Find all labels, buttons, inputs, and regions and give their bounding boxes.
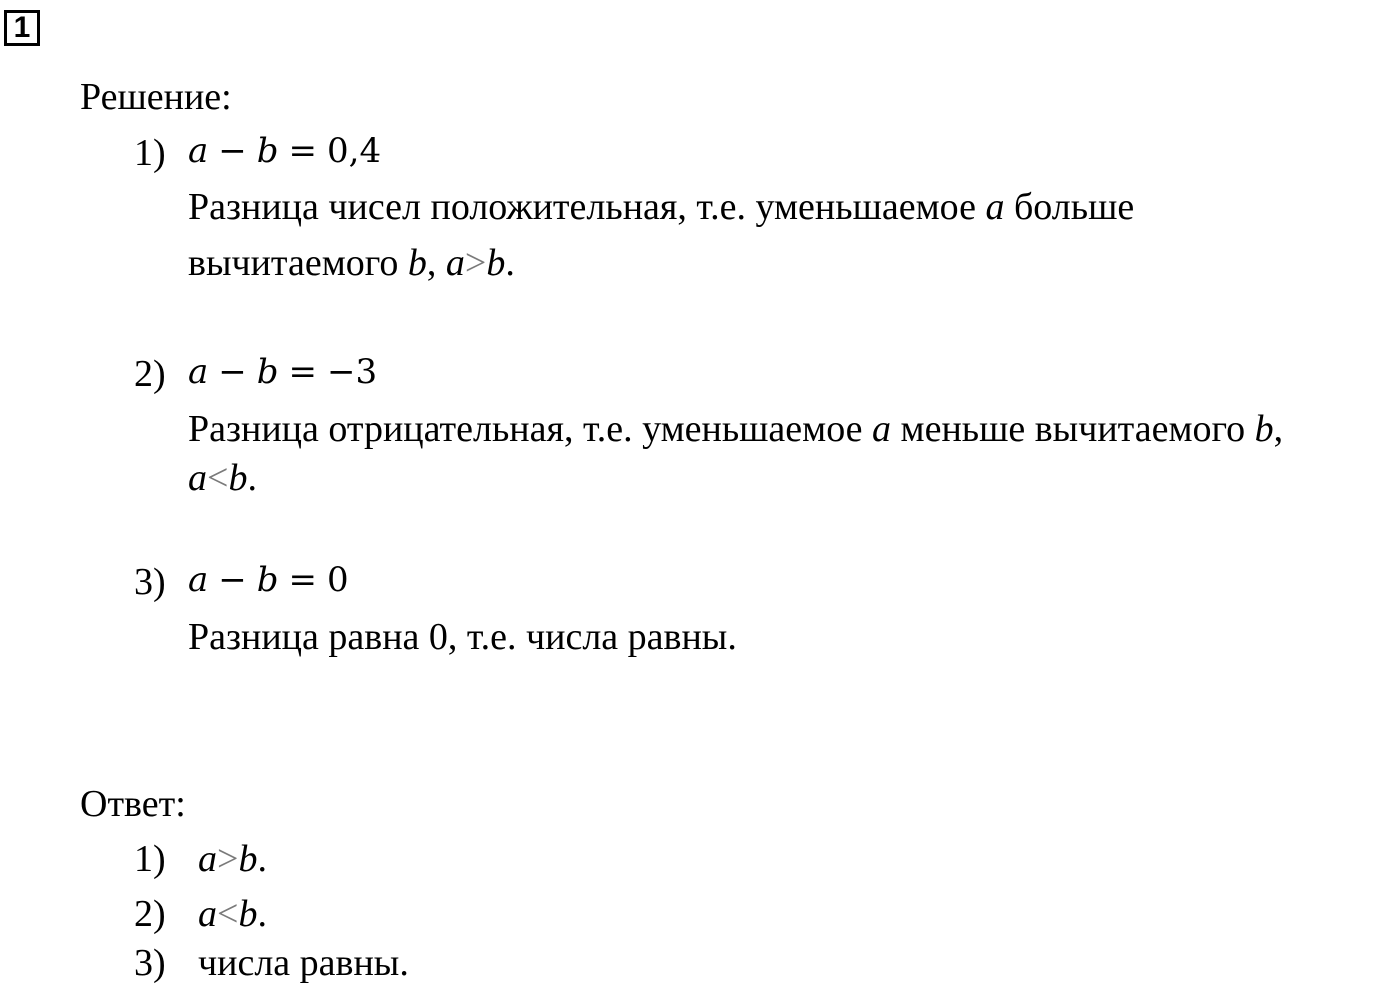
explanation-text-end: больше <box>1013 186 1135 228</box>
item-1-formula <box>188 131 382 171</box>
relation-end: . <box>505 242 515 284</box>
answer-end: . <box>257 838 267 880</box>
explanation-text: Разница чисел положительная, т.е. уменьшаемое <box>188 186 976 228</box>
relation-left: a <box>445 242 465 284</box>
answer-2-number: 2) <box>134 893 166 935</box>
answer-3-value: числа равны. <box>198 942 409 984</box>
answer-1-number: 1) <box>134 838 166 880</box>
item-2-number: 2) <box>134 353 166 395</box>
formula-var-a: a <box>188 352 209 392</box>
explanation-var: b <box>1254 408 1274 450</box>
item-1-explanation-line1 <box>188 188 1134 226</box>
formula-var-a: a <box>188 131 209 171</box>
item-2-explanation-line1 <box>188 410 1283 448</box>
explanation-text-mid: меньше вычитаемого <box>900 408 1246 450</box>
formula-rhs: 0 <box>327 560 349 600</box>
explanation-comma: , <box>426 242 437 284</box>
explanation-text: вычитаемого <box>188 242 399 284</box>
item-1-number: 1) <box>134 132 166 174</box>
relation-end: . <box>247 457 257 499</box>
answer-heading: Ответ: <box>80 783 186 825</box>
relation-right: b <box>228 457 248 499</box>
explanation-comma: , <box>1273 408 1284 450</box>
formula-minus: − <box>218 352 247 392</box>
item-3-explanation-line1: Разница равна 0, т.е. числа равны. <box>188 616 737 658</box>
answer-left: a <box>198 893 217 935</box>
formula-var-b: b <box>256 560 279 600</box>
answer-end: . <box>257 893 267 935</box>
formula-minus: − <box>218 560 247 600</box>
formula-equals: = <box>288 131 318 171</box>
answer-sign: < <box>217 893 239 935</box>
answer-1-value <box>198 840 267 878</box>
relation-sign: > <box>464 242 487 284</box>
item-1-explanation-line2 <box>188 244 515 282</box>
explanation-var: b <box>407 242 427 284</box>
item-3-formula <box>188 560 349 600</box>
answer-right: b <box>238 838 258 880</box>
formula-var-a: a <box>188 560 209 600</box>
item-3-number: 3) <box>134 561 166 603</box>
answer-2-value <box>198 895 267 933</box>
relation-right: b <box>486 242 506 284</box>
formula-rhs: −3 <box>327 352 378 392</box>
formula-rhs: 0,4 <box>327 131 382 171</box>
solution-heading: Решение: <box>80 76 232 118</box>
answer-sign: > <box>217 838 239 880</box>
relation-sign: < <box>207 457 229 499</box>
formula-var-b: b <box>256 352 279 392</box>
formula-equals: = <box>288 560 318 600</box>
formula-minus: − <box>218 131 247 171</box>
problem-number: 1 <box>4 10 40 46</box>
item-2-formula <box>188 352 378 392</box>
explanation-var: a <box>985 186 1005 228</box>
answer-3-number: 3) <box>134 942 166 984</box>
answer-right: b <box>238 893 258 935</box>
relation-left: a <box>188 457 207 499</box>
formula-equals: = <box>288 352 318 392</box>
item-2-relation <box>188 459 257 497</box>
explanation-var: a <box>872 408 892 450</box>
explanation-text: Разница отрицательная, т.е. уменьшаемое <box>188 408 863 450</box>
formula-var-b: b <box>256 131 279 171</box>
answer-left: a <box>198 838 217 880</box>
